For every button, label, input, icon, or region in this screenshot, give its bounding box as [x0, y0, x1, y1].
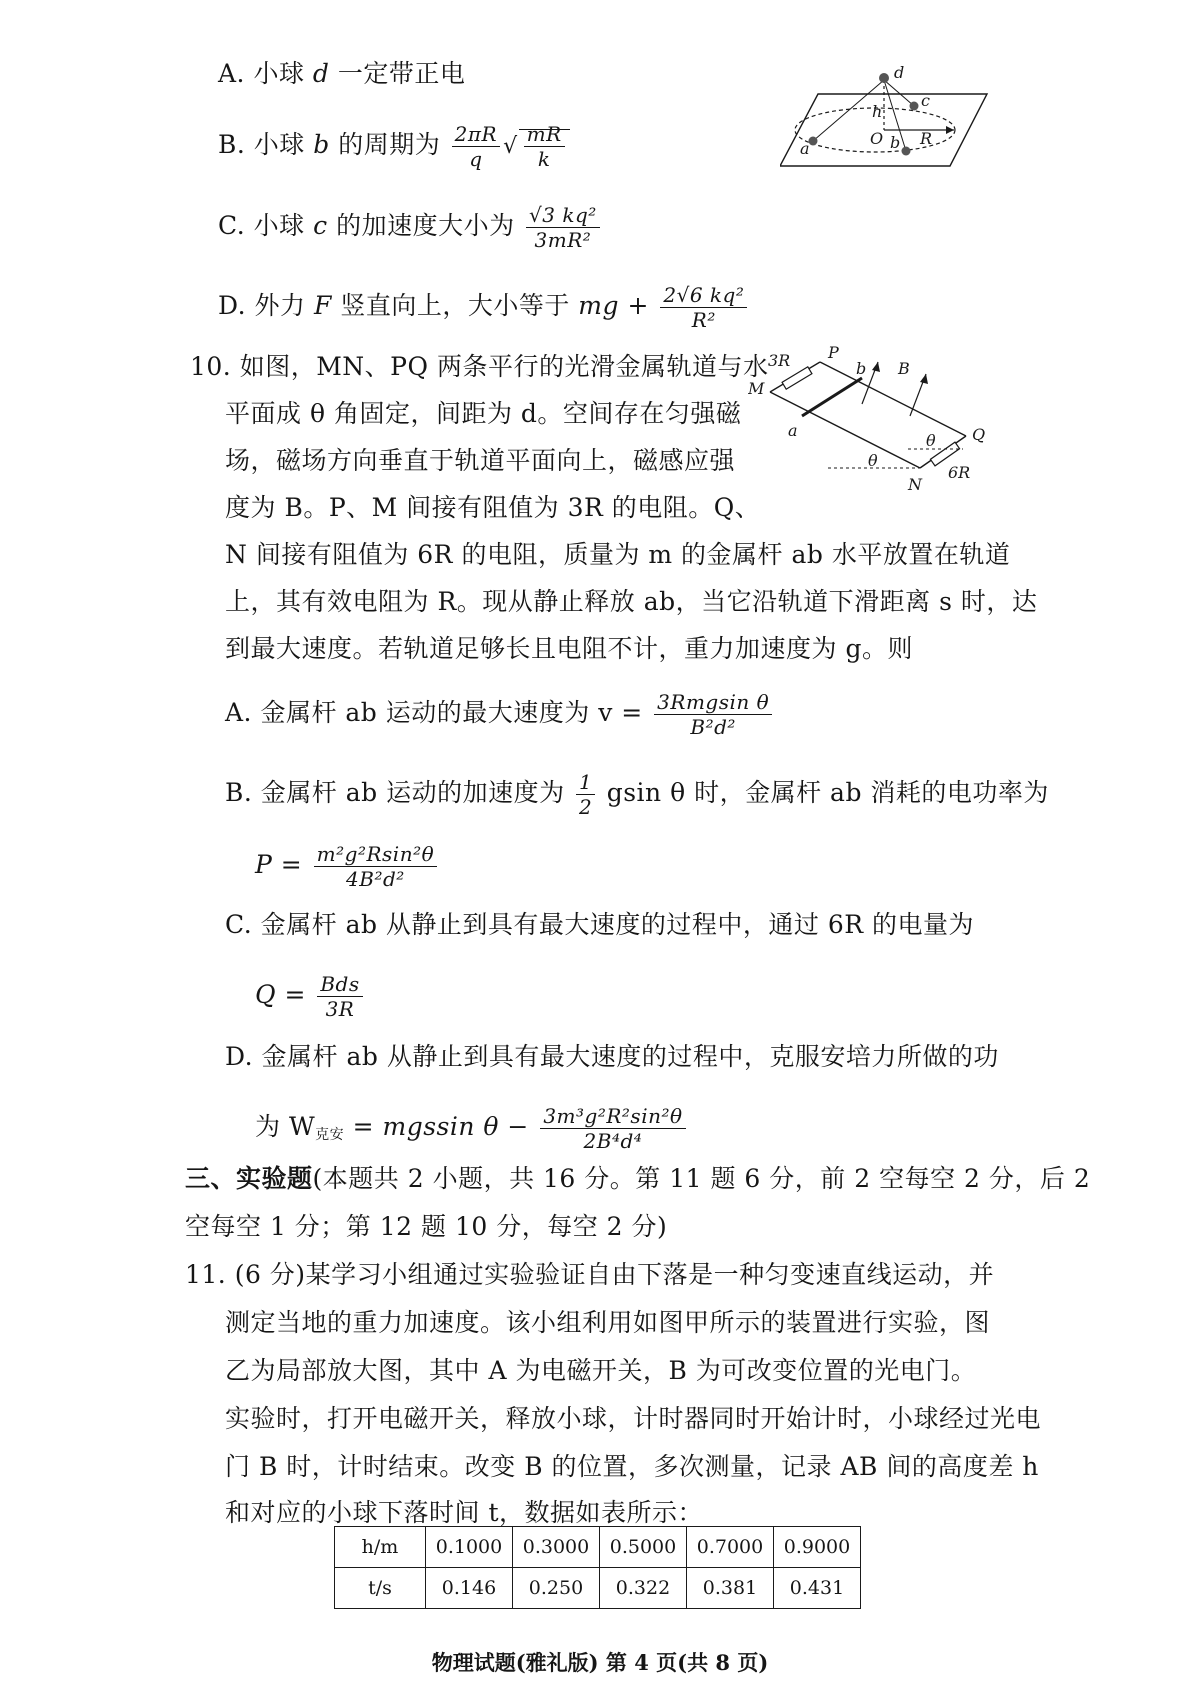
table-cell: 0.146	[426, 1568, 513, 1609]
q10-line-1: 10. 如图，MN、PQ 两条平行的光滑金属轨道与水	[190, 352, 769, 381]
q11-line-3: 乙为局部放大图，其中 A 为电磁开关，B 为可改变位置的光电门。	[225, 1356, 977, 1385]
table-row	[335, 1568, 861, 1609]
q10-line-4: 度为 B。P、M 间接有阻值为 3R 的电阻。Q、	[225, 493, 761, 522]
q9-label-h: h	[872, 102, 883, 121]
q10-option-c: C. 金属杆 ab 从静止到具有最大速度的过程中，通过 6R 的电量为	[225, 910, 975, 939]
q11-line-4: 实验时，打开电磁开关，释放小球，计时器同时开始计时，小球经过光电	[225, 1404, 1042, 1433]
q10-line-3: 场，磁场方向垂直于轨道平面向上，磁感应强	[225, 446, 736, 475]
table-header-t: t/s	[335, 1568, 426, 1609]
q9-option-b: B. 小球 b 的周期为 $\frac{2\pi R}{q}$ √ $\frac{mR}{k}$	[218, 122, 570, 171]
q9-option-c: C. 小球 c 的加速度大小为 $\frac{\text{√3 kq²}}{\text{3mR²}}$	[218, 203, 603, 252]
q9-label-o: O	[870, 129, 884, 148]
q10-label-n: N	[908, 475, 922, 494]
table-cell: 0.322	[600, 1568, 687, 1609]
table-cell: 0.5000	[600, 1527, 687, 1568]
q9-option-a: A. 小球 d 一定带正电	[218, 59, 466, 88]
table-cell: 0.7000	[687, 1527, 774, 1568]
q10-label-6r: 6R	[948, 463, 971, 482]
table-cell: 0.381	[687, 1568, 774, 1609]
q10-option-d-formula: 为 $W_{克安} = mgssin$ θ − $\frac{\text{3m³g²R²sin²θ}}{\text{2B⁴d⁴}}$	[255, 1104, 689, 1153]
table-row	[335, 1527, 861, 1568]
q11-line-6: 和对应的小球下落时间 t，数据如表所示：	[225, 1498, 703, 1527]
q10-label-theta-1: θ	[926, 431, 936, 450]
q10-label-p: P	[828, 344, 839, 362]
q10-label-m: M	[748, 379, 765, 398]
q9-label-b: b	[890, 133, 901, 152]
table-cell: 0.250	[513, 1568, 600, 1609]
q10-label-b-rod: b	[856, 359, 867, 378]
q10-label-a: a	[788, 421, 798, 440]
section-3-line-2: 空每空 1 分；第 12 题 10 分，每空 2 分)	[185, 1212, 668, 1241]
q10-label-b-field: B	[898, 359, 910, 378]
q10-option-d: D. 金属杆 ab 从静止到具有最大速度的过程中，克服安培力所做的功	[225, 1042, 999, 1071]
q9-b-fraction: $\frac{2\pi R}{q}$	[452, 122, 500, 171]
q10-line-6: 上，其有效电阻为 R。现从静止释放 ab，当它沿轨道下滑距离 s 时，达	[225, 587, 1038, 616]
table-cell: 0.3000	[513, 1527, 600, 1568]
table-cell: 0.9000	[774, 1527, 861, 1568]
table-cell: 0.1000	[426, 1527, 513, 1568]
q9-label-c: c	[921, 91, 930, 110]
sqrt-symbol: √	[503, 134, 518, 159]
q9-label-r: R	[920, 129, 933, 148]
q10-option-c-formula: Q = $\frac{\text{Bds}}{3R}$	[255, 972, 366, 1021]
q9-charge-figure	[780, 62, 990, 172]
q10-line-2: 平面成 θ 角固定，间距为 d。空间存在匀强磁	[225, 399, 742, 428]
table-cell: 0.431	[774, 1568, 861, 1609]
q10-line-7: 到最大速度。若轨道足够长且电阻不计，重力加速度为 g。则	[225, 634, 913, 663]
q9-c-fraction: $\frac{\text{√3 kq²}}{\text{3mR²}}$	[526, 203, 600, 252]
q9-option-d: D. 外力 F 竖直向上，大小等于 mg + $\frac{\text{2√6 kq²}}{\text{R²}}$	[218, 283, 750, 332]
table-header-h: h/m	[335, 1527, 426, 1568]
q11-line-5: 门 B 时，计时结束。改变 B 的位置，多次测量，记录 AB 间的高度差 h	[225, 1452, 1039, 1481]
q11-line-1: 11. (6 分)某学习小组通过实验验证自由下落是一种匀变速直线运动，并	[185, 1260, 995, 1289]
q10-label-theta-2: θ	[868, 451, 878, 470]
q11-line-2: 测定当地的重力加速度。该小组利用如图甲所示的装置进行实验，图	[225, 1308, 991, 1337]
q10-option-a: A. 金属杆 ab 运动的最大速度为 v = $\frac{\text{3Rmgsin θ}}{\text{B²d²}}$	[225, 690, 775, 739]
q10-option-b-formula: P = $\frac{\text{m²g²Rsin²θ}}{\text{4B²d²}}$	[255, 842, 440, 891]
q10-rail-figure	[748, 344, 998, 494]
page-footer: 物理试题(雅礼版) 第 4 页(共 8 页)	[431, 1650, 769, 1675]
q9-d-fraction: $\frac{\text{2√6 kq²}}{\text{R²}}$	[660, 283, 747, 332]
section-3-heading: 三、实验题(本题共 2 小题，共 16 分。第 11 题 6 分，前 2 空每空 2 分，后 2	[185, 1164, 1091, 1193]
q11-data-table	[334, 1526, 861, 1609]
q10-label-3r: 3R	[768, 351, 791, 370]
q9-label-d: d	[894, 63, 905, 82]
q10-label-q: Q	[972, 425, 986, 444]
q9-label-a: a	[800, 139, 810, 158]
q10-line-5: N 间接有阻值为 6R 的电阻，质量为 m 的金属杆 ab 水平放置在轨道	[225, 540, 1011, 569]
q10-option-b: B. 金属杆 ab 运动的加速度为 $\frac{1}{2}$ gsin θ 时，金属杆 ab 消耗的电功率为	[225, 770, 1049, 819]
